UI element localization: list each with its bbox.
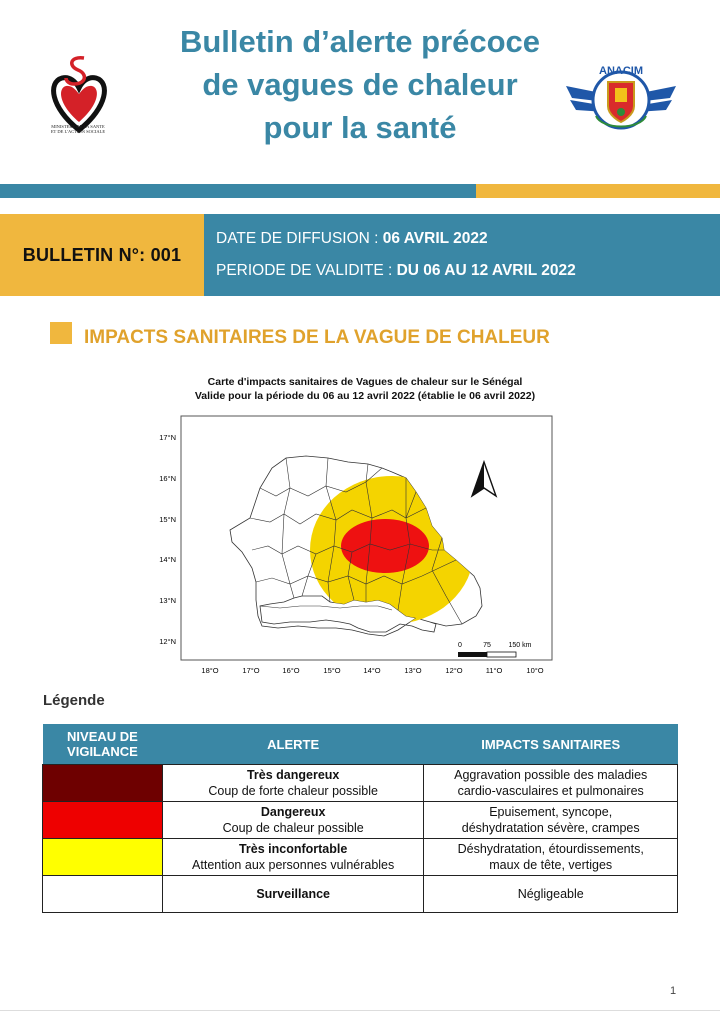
legend-row — [43, 839, 678, 876]
bulletin-number: BULLETIN N°: 001 — [22, 244, 182, 265]
lat-tick: 14°N — [159, 555, 176, 564]
senegal-impact-map — [140, 410, 580, 680]
header-vigilance: NIVEAU DE VIGILANCE — [43, 724, 163, 765]
page-number: 1 — [670, 985, 677, 997]
ministry-caption: MINISTERE DE LA SANTE ET DE L'ACTION SOCIALE — [50, 124, 106, 134]
lon-tick: 11°O — [485, 666, 503, 675]
impact-cell: Aggravation possible des maladies cardio-vasculaires et pulmonaires — [424, 765, 678, 802]
lon-tick: 13°O — [404, 666, 422, 675]
vigilance-swatch — [43, 876, 163, 913]
lon-tick: 18°O — [201, 666, 219, 675]
lat-tick: 12°N — [159, 637, 176, 646]
anacim-logo — [562, 56, 680, 136]
header-stripe-gold — [476, 184, 720, 198]
header-alert: ALERTE — [162, 724, 424, 765]
lon-tick: 14°O — [363, 666, 381, 675]
impact-cell: Négligeable — [424, 876, 678, 913]
legend-title: Légende — [43, 692, 105, 709]
lon-tick: 15°O — [323, 666, 341, 675]
lat-tick: 17°N — [159, 433, 176, 442]
impact-cell: Déshydratation, étourdissements, maux de tête, vertiges — [424, 839, 678, 876]
legend-row — [43, 802, 678, 839]
bulletin-number-box — [0, 214, 204, 296]
section-marker — [50, 322, 72, 344]
section-title: IMPACTS SANITAIRES DE LA VAGUE DE CHALEUR — [84, 327, 550, 348]
lon-tick: 12°O — [445, 666, 463, 675]
lon-tick: 10°O — [526, 666, 544, 675]
map-title: Carte d'impacts sanitaires de Vagues de chaleur sur le Sénégal Valide pour la période du 06 au 12 avril 2022 (établie le 06 avril 2022) — [194, 376, 536, 402]
vigilance-swatch — [43, 839, 163, 876]
alert-cell: Très inconfortable Attention aux personnes vulnérables — [162, 839, 424, 876]
vigilance-legend-table — [42, 724, 678, 913]
header-stripe-blue — [0, 184, 476, 198]
lat-tick: 16°N — [159, 474, 176, 483]
svg-text:150 km: 150 km — [508, 642, 532, 649]
lat-tick: 15°N — [159, 515, 176, 524]
alert-cell: Dangereux Coup de chaleur possible — [162, 802, 424, 839]
lon-tick: 17°O — [242, 666, 260, 675]
svg-text:ANACIM: ANACIM — [599, 65, 643, 77]
legend-row — [43, 765, 678, 802]
alert-cell: Très dangereux Coup de forte chaleur possible — [162, 765, 424, 802]
legend-row — [43, 876, 678, 913]
red-alert-zone — [341, 519, 429, 573]
validity-period-line: PERIODE DE VALIDITE : DU 06 AU 12 AVRIL 2022 — [216, 262, 576, 279]
impact-cell: Epuisement, syncope, déshydratation sévère, crampes — [424, 802, 678, 839]
diffusion-date-line: DATE DE DIFFUSION : 06 AVRIL 2022 — [216, 230, 488, 247]
alert-cell: Surveillance — [162, 876, 424, 913]
page-bottom-divider — [0, 1010, 720, 1011]
vigilance-swatch — [43, 802, 163, 839]
latitude-ticks — [159, 433, 176, 646]
bulletin-info-box — [204, 214, 720, 296]
bulletin-title: Bulletin d’alerte précoce de vagues de chaleur pour la santé — [179, 24, 541, 145]
legend-header-row — [43, 724, 678, 765]
lat-tick: 13°N — [159, 596, 176, 605]
vigilance-swatch — [43, 765, 163, 802]
lon-tick: 16°O — [282, 666, 300, 675]
svg-text:0: 0 — [458, 642, 462, 649]
header-impacts: IMPACTS SANITAIRES — [424, 724, 678, 765]
svg-text:75: 75 — [483, 642, 491, 649]
longitude-ticks — [201, 666, 543, 675]
